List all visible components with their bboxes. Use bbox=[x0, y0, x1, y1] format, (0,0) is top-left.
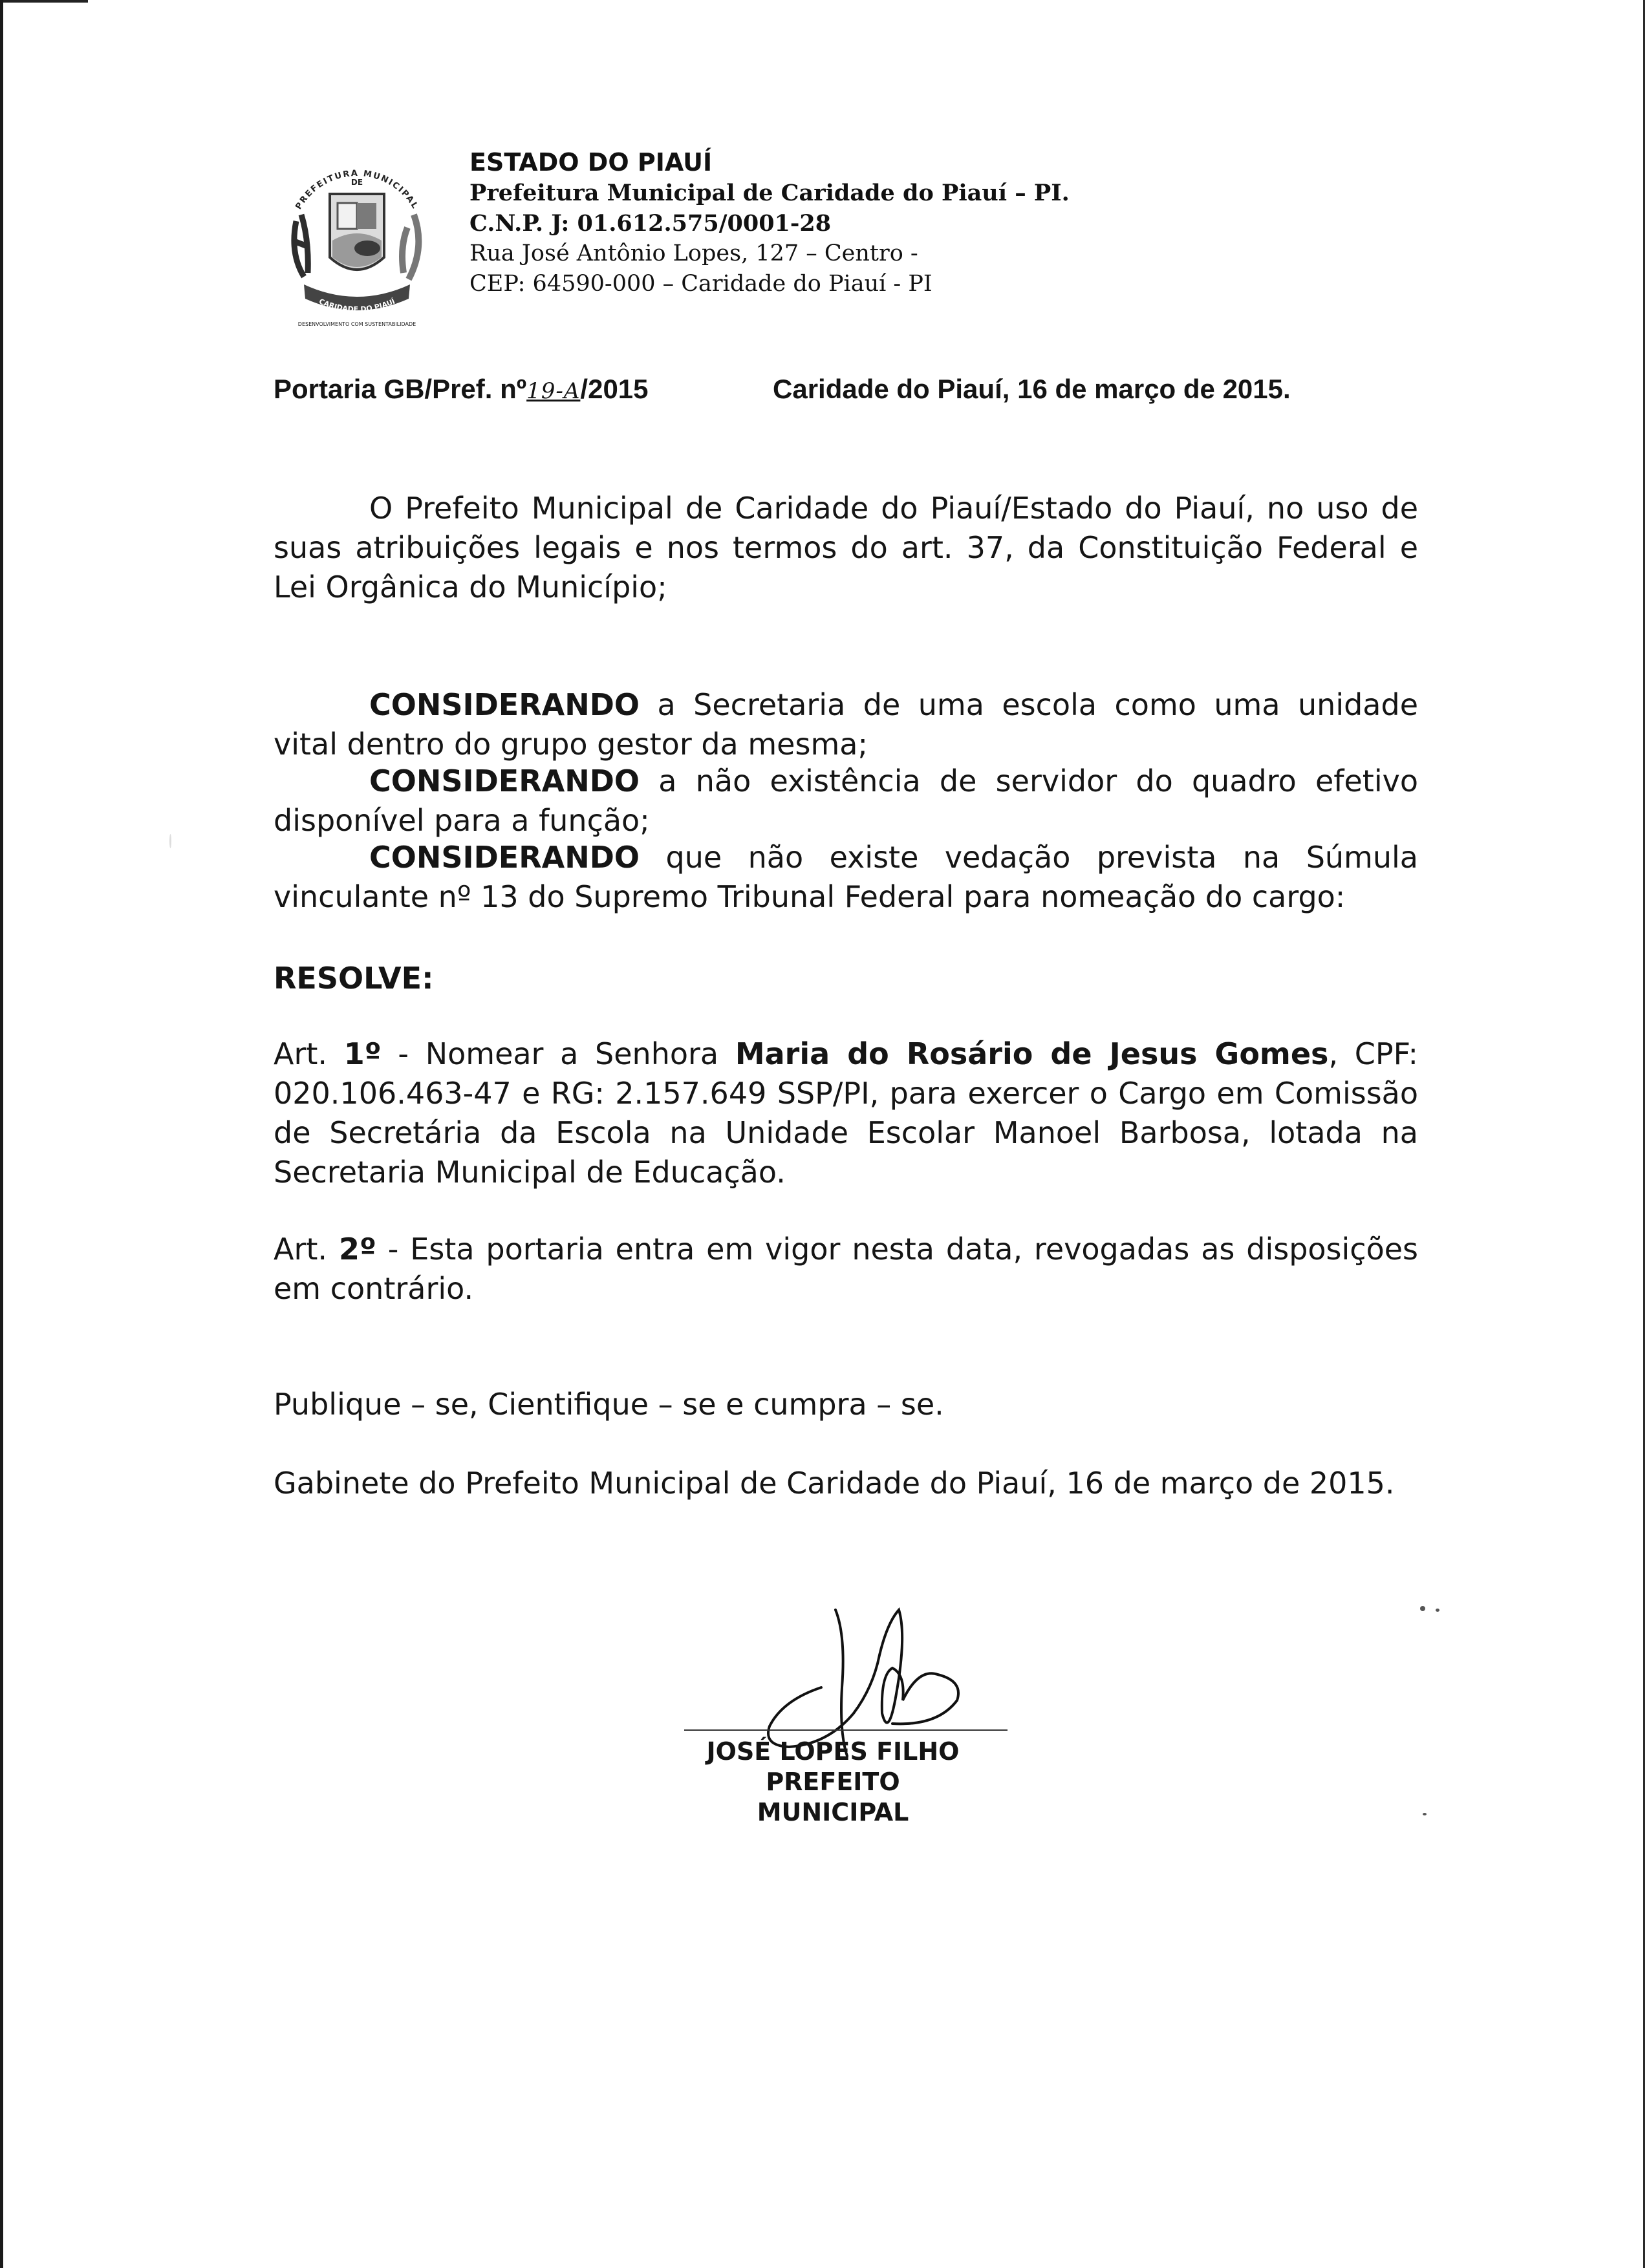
considerando-label: CONSIDERANDO bbox=[369, 840, 640, 875]
svg-text:CARIDADE DO PIAUÍ: CARIDADE DO PIAUÍ bbox=[318, 297, 396, 314]
art1-appointee-name: Maria do Rosário de Jesus Gomes bbox=[735, 1036, 1329, 1071]
considerando-2-text: a não existência de servidor do quadro efetivo disponível para a função; bbox=[274, 764, 1418, 838]
considerando-label: CONSIDERANDO bbox=[369, 687, 640, 722]
letterhead-state: ESTADO DO PIAUÍ bbox=[469, 148, 713, 177]
considerando-3-text: que não existe vedação prevista na Súmula vinculante nº 13 do Supremo Tribunal Federal para nomeação do cargo: bbox=[274, 840, 1418, 914]
portaria-number bbox=[274, 374, 649, 405]
letterhead-cnpj: C.N.P. J: 01.612.575/0001-28 bbox=[469, 210, 832, 237]
svg-text:PREFEITURA MUNICIPAL: PREFEITURA MUNICIPAL bbox=[294, 168, 420, 211]
signer-title: PREFEITO MUNICIPAL bbox=[757, 1768, 909, 1826]
article-2 bbox=[274, 1230, 1418, 1309]
considerando-2 bbox=[274, 762, 1418, 840]
portaria-place-date: Caridade do Piauí, 16 de março de 2015. bbox=[773, 374, 1291, 404]
letterhead-cep: CEP: 64590-000 – Caridade do Piauí - PI bbox=[469, 271, 932, 297]
scan-edge-right bbox=[1643, 0, 1645, 2268]
letterhead-address: Rua José Antônio Lopes, 127 – Centro - bbox=[469, 241, 918, 266]
scan-speck bbox=[1436, 1609, 1439, 1612]
art1-prefix: Art. bbox=[274, 1036, 344, 1071]
svg-text:DE: DE bbox=[350, 178, 363, 187]
letterhead-prefecture: Prefeitura Municipal de Caridade do Piauí – PI. bbox=[469, 180, 1070, 206]
municipal-crest-seal bbox=[270, 144, 444, 337]
gabinete-line: Gabinete do Prefeito Municipal de Caridade do Piauí, 16 de março de 2015. bbox=[274, 1466, 1395, 1501]
svg-text:DESENVOLVIMENTO COM SUSTENTABI: DESENVOLVIMENTO COM SUSTENTABILIDADE bbox=[297, 321, 416, 327]
resolve-heading: RESOLVE: bbox=[274, 961, 434, 996]
portaria-label: Portaria GB/Pref. nº bbox=[274, 374, 527, 404]
signature-line bbox=[684, 1729, 1008, 1731]
art1-rest: , CPF: 020.106.463-47 e RG: 2.157.649 SSP/PI, para exercer o Cargo em Comissão de Secretária da Escola na Unidade Escolar Manoel Barbosa, lotada na Secretaria Municipal de Educação. bbox=[274, 1036, 1419, 1190]
considerando-label: CONSIDERANDO bbox=[369, 764, 640, 798]
publique-line: Publique – se, Cientifique – se e cumpra – se. bbox=[274, 1387, 944, 1422]
intro-paragraph: O Prefeito Municipal de Caridade do Piauí/Estado do Piauí, no uso de suas atribuições legais e nos termos do art. 37, da Constituição Federal e Lei Orgânica do Município; bbox=[274, 491, 1418, 604]
art2-prefix: Art. bbox=[274, 1232, 339, 1267]
signer-name: JOSÉ LOPES FILHO bbox=[706, 1737, 960, 1766]
art2-rest: - Esta portaria entra em vigor nesta data, revogadas as disposições em contrário. bbox=[274, 1232, 1418, 1306]
portaria-handwritten-number: 19-A bbox=[526, 378, 581, 404]
letterhead bbox=[469, 147, 1070, 299]
scan-speck bbox=[169, 834, 171, 848]
portaria-year: /2015 bbox=[580, 374, 649, 404]
art1-pre-name: - Nomear a Senhora bbox=[381, 1036, 735, 1071]
art2-number: 2º bbox=[338, 1232, 376, 1267]
considerando-1 bbox=[274, 685, 1418, 764]
article-1 bbox=[274, 1034, 1418, 1192]
signer-block bbox=[691, 1737, 975, 1828]
scan-edge-top bbox=[0, 0, 88, 3]
considerando-3 bbox=[274, 838, 1418, 917]
scan-speck bbox=[1423, 1813, 1427, 1815]
scan-edge-left bbox=[0, 0, 3, 2268]
art1-number: 1º bbox=[343, 1036, 382, 1071]
handwritten-signature bbox=[744, 1597, 989, 1759]
scan-speck bbox=[1420, 1606, 1425, 1611]
considerando-1-text: a Secretaria de uma escola como uma unidade vital dentro do grupo gestor da mesma; bbox=[274, 687, 1418, 762]
